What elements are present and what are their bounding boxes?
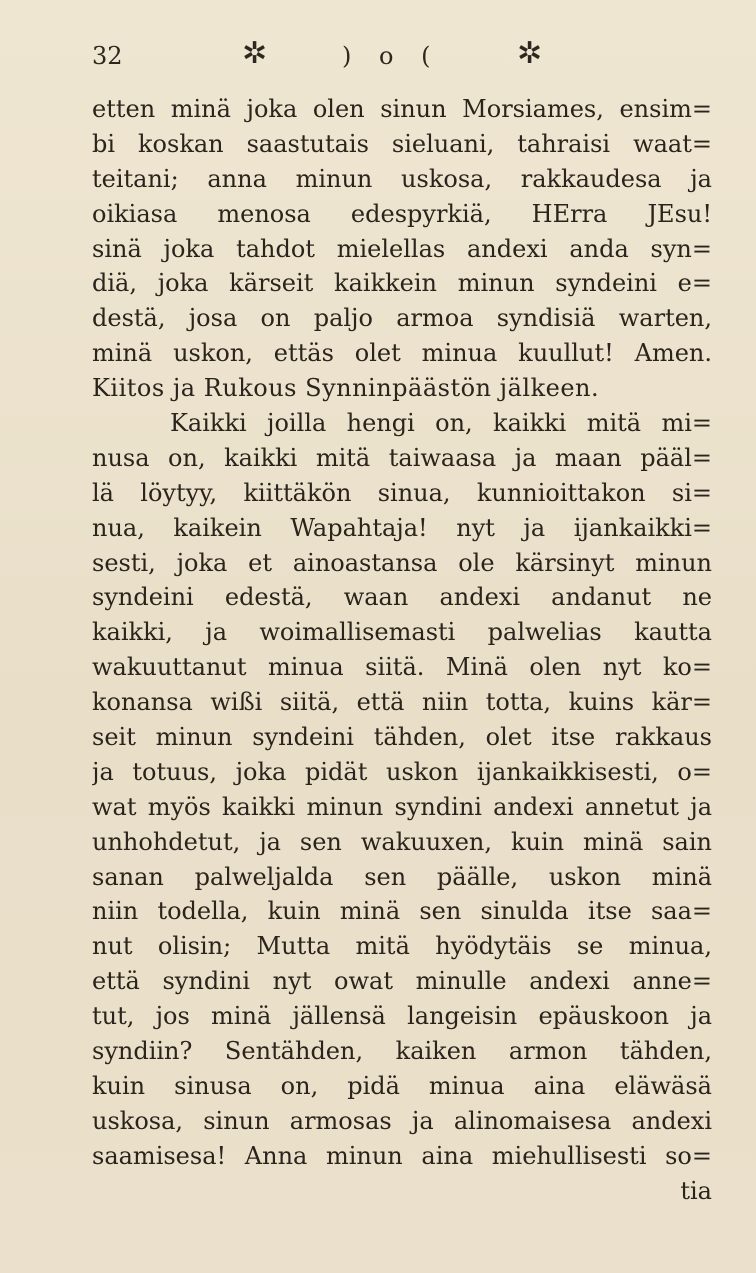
page-header bbox=[92, 36, 562, 86]
page-body-text bbox=[92, 92, 712, 1209]
text-line: seit minun syndeini tähden, olet itse rakkaus bbox=[92, 723, 712, 752]
page-number: 32 bbox=[92, 42, 123, 70]
star-ornament-icon: ✲ bbox=[242, 36, 268, 71]
text-line: sinä joka tahdot mielellas andexi anda syn= bbox=[92, 234, 712, 263]
catchword: tia bbox=[680, 1176, 712, 1205]
text-line: oikiasa menosa edespyrkiä, HErra JEsu! bbox=[92, 199, 712, 228]
text-line: ja totuus, joka pidät uskon ijankaikkisesti, o= bbox=[92, 757, 712, 786]
text-line: tut, jos minä jällensä langeisin epäuskoon ja bbox=[92, 1002, 712, 1031]
text-line: kuin sinusa on, pidä minua aina eläwäsä bbox=[92, 1071, 712, 1100]
text-line: uskosa, sinun armosas ja alinomaisesa andexi bbox=[92, 1106, 712, 1135]
text-line: wat myös kaikki minun syndini andexi annetut ja bbox=[92, 792, 712, 821]
text-line: saamisesa! Anna minun aina miehullisesti so= bbox=[92, 1141, 712, 1170]
text-line: teitani; anna minun uskosa, rakkaudesa ja bbox=[92, 164, 712, 193]
text-line: sesti, joka et ainoastansa ole kärsinyt minun bbox=[92, 548, 712, 577]
text-line: konansa wißi siitä, että niin totta, kuins kär= bbox=[92, 688, 712, 717]
text-line: nut olisin; Mutta mitä hyödytäis se minua, bbox=[92, 932, 712, 961]
header-mark: ) o ( bbox=[342, 42, 441, 70]
text-line: lä löytyy, kiittäkön sinua, kunnioittakon si= bbox=[92, 478, 712, 507]
text-line: diä, joka kärseit kaikkein minun syndeini e= bbox=[92, 269, 712, 298]
text-line: bi koskan saastutais sieluani, tahraisi waat= bbox=[92, 129, 712, 158]
text-line: syndeini edestä, waan andexi andanut ne bbox=[92, 583, 712, 612]
text-line: destä, josa on paljo armoa syndisiä warten, bbox=[92, 304, 712, 333]
text-line: etten minä joka olen sinun Morsiames, ensim= bbox=[92, 95, 712, 123]
text-line: minä uskon, ettäs olet minua kuullut! Amen. bbox=[92, 339, 712, 368]
star-ornament-icon: ✲ bbox=[517, 36, 543, 71]
text-line: kaikki, ja woimallisemasti palwelias kautta bbox=[92, 618, 712, 647]
text-line: että syndini nyt owat minulle andexi anne= bbox=[92, 967, 712, 996]
text-line: unhohdetut, ja sen wakuuxen, kuin minä sain bbox=[92, 827, 712, 856]
section-heading: Kiitos ja Rukous Synninpäästön jälkeen. bbox=[92, 374, 600, 403]
text-line: sanan palweljalda sen päälle, uskon minä bbox=[92, 862, 712, 891]
text-line: wakuuttanut minua siitä. Minä olen nyt ko= bbox=[92, 653, 712, 682]
text-line: niin todella, kuin minä sen sinulda itse saa= bbox=[92, 897, 712, 926]
text-line: syndiin? Sentähden, kaiken armon tähden, bbox=[92, 1037, 712, 1066]
text-line: nusa on, kaikki mitä taiwaasa ja maan pääl= bbox=[92, 443, 712, 472]
text-line: nua, kaikein Wapahtaja! nyt ja ijankaikki= bbox=[92, 513, 712, 542]
text-line: Kaikki joilla hengi on, kaikki mitä mi= bbox=[170, 409, 712, 438]
